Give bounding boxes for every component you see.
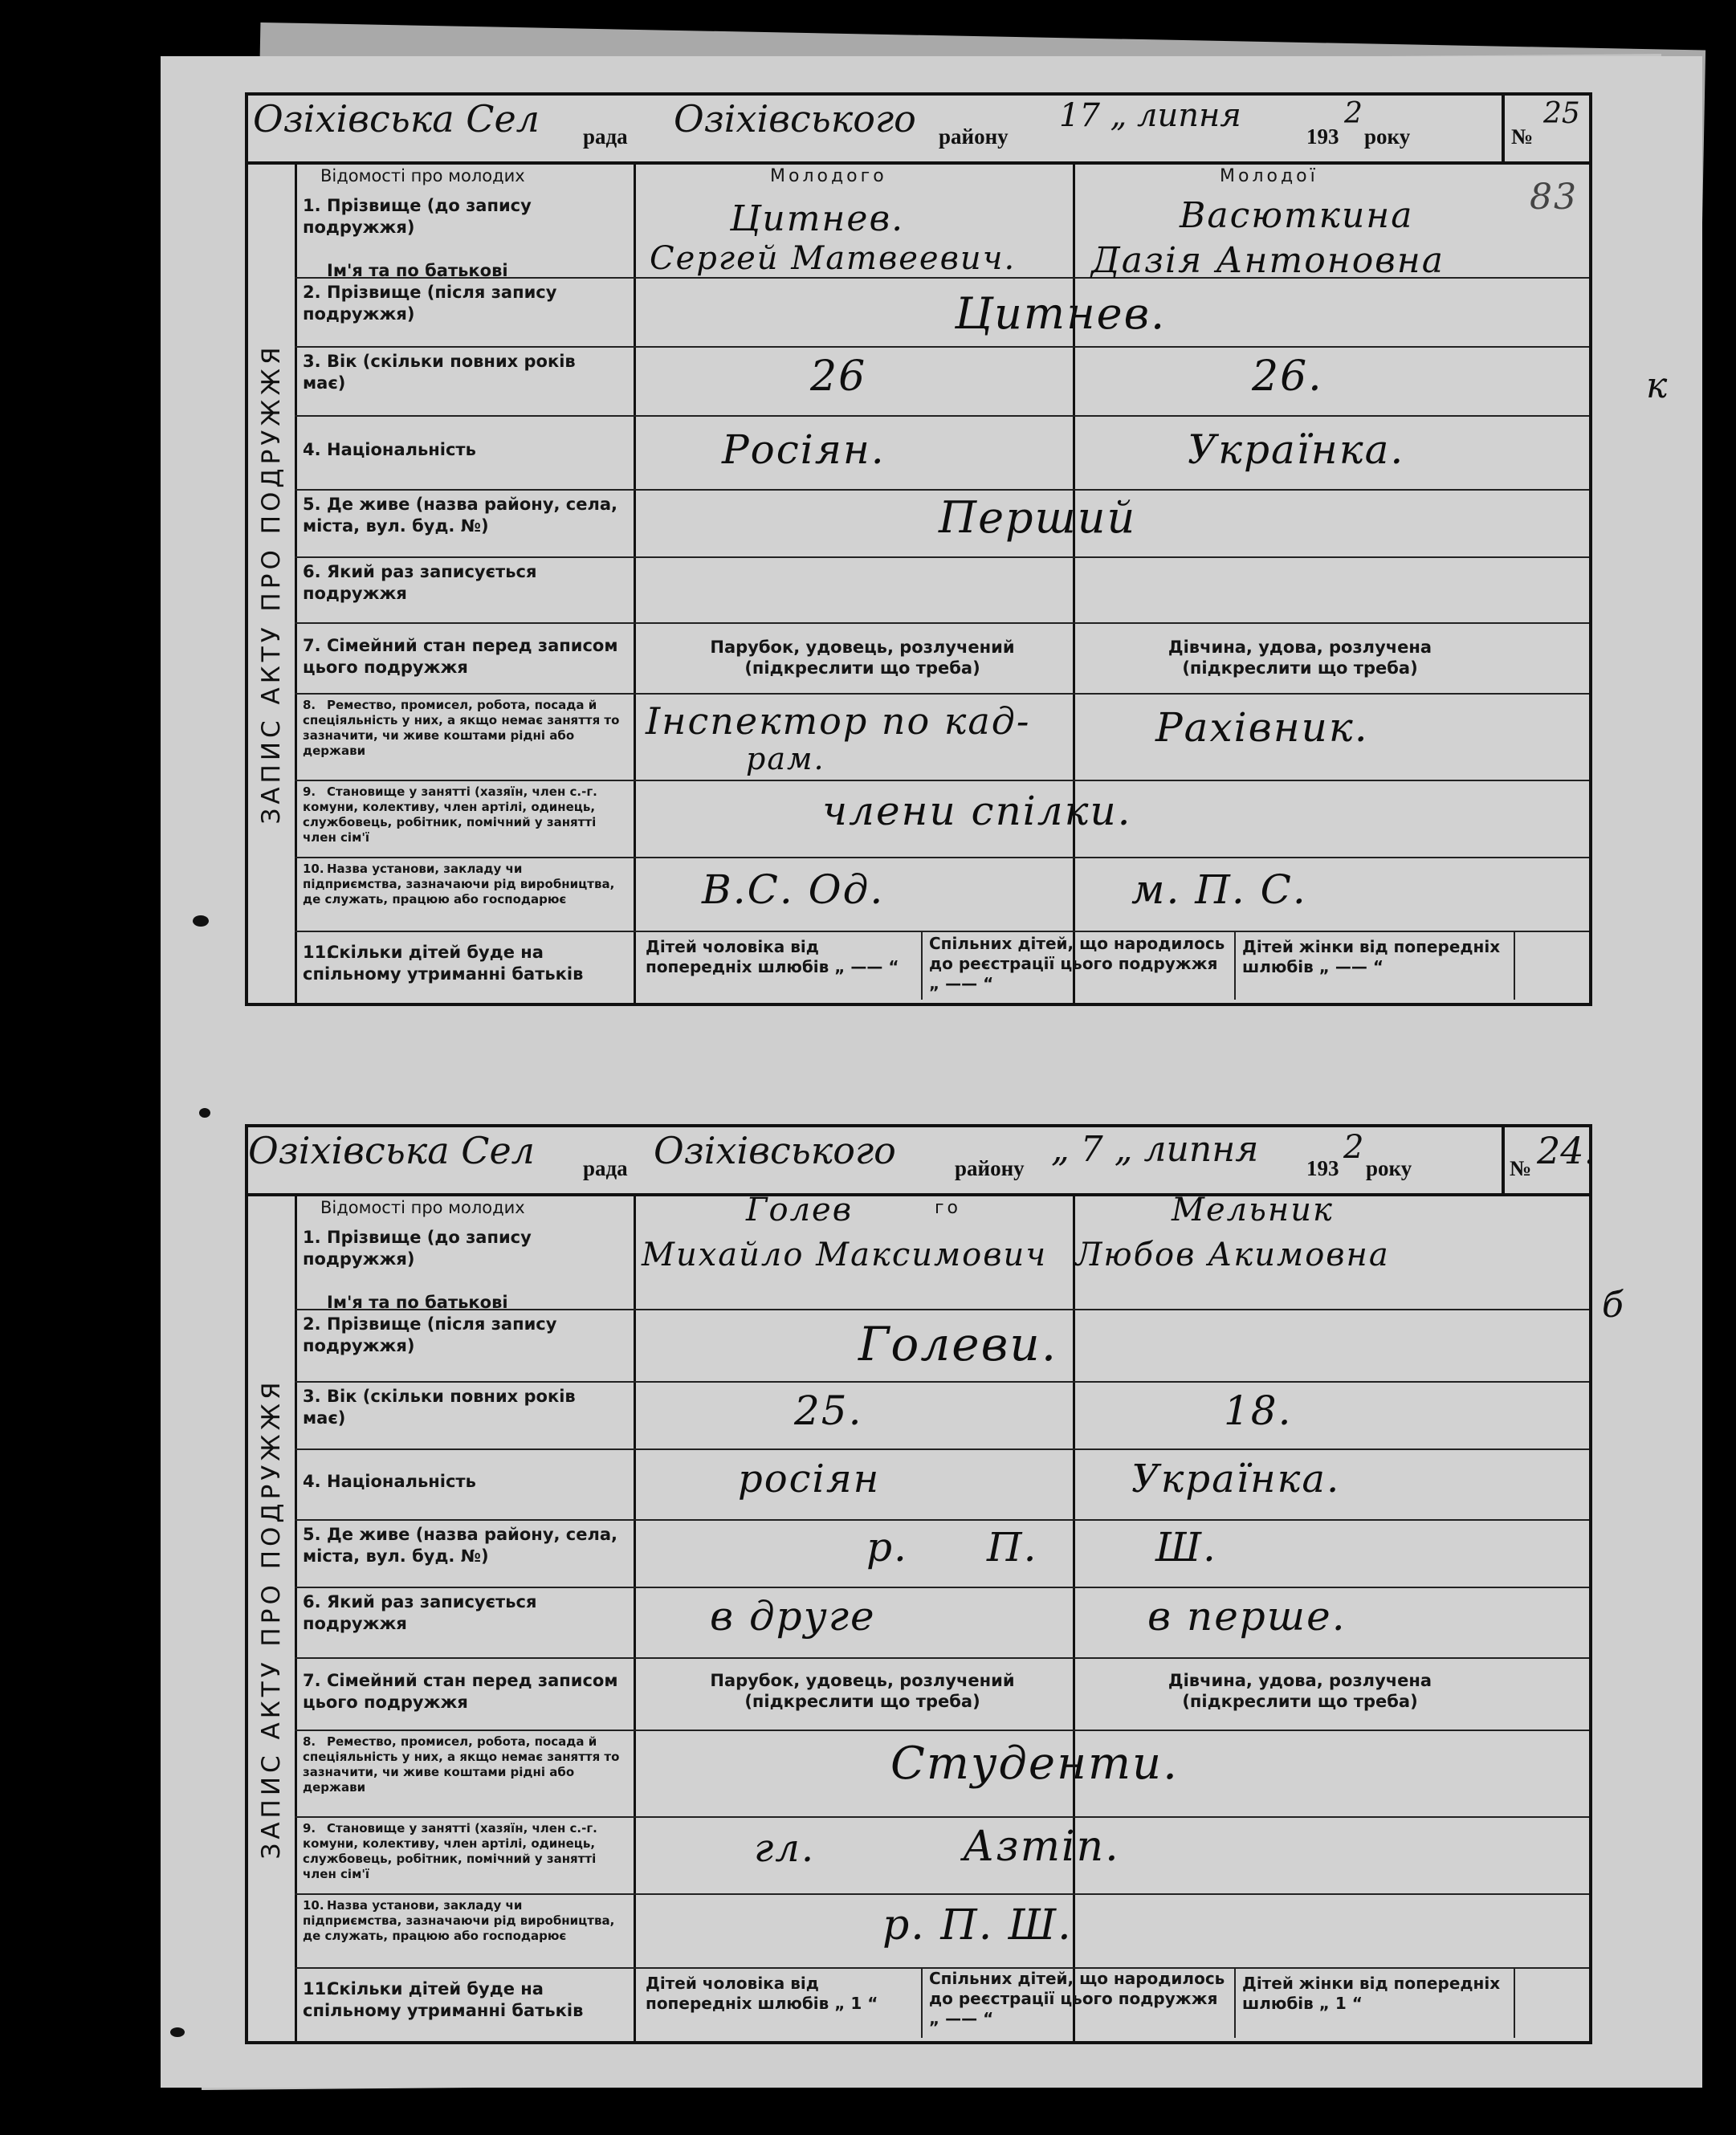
groom-column-header: Голев <box>746 1192 853 1228</box>
row-surname-before: 1. Прізвище (до запису подружжя) Ім'я та по батькові <box>295 1222 1589 1310</box>
margin-page-number: 83 <box>1530 177 1578 218</box>
year-label: 193 <box>1306 1156 1339 1180</box>
row-marital-status: 7. Сімейний стан перед записом цього подружжя <box>295 622 1589 695</box>
marriage-record-form-top <box>245 92 1592 1006</box>
margin-note: к <box>1646 365 1669 406</box>
bride-age: 26. <box>1252 352 1323 401</box>
margin-note: б <box>1602 1285 1625 1326</box>
row-age: 3. Вік (скільки повних років має) <box>295 346 1589 417</box>
bride-nationality: Українка. <box>1188 426 1405 473</box>
info-column-header: Відомості про молодих <box>320 166 525 185</box>
village-council-handwritten: Озіхівська Сел <box>248 1129 535 1172</box>
children-wife: Дітей жінки від попередніх шлюбів „ —— “ <box>1242 937 1501 976</box>
groom-name: Михайло Максимович <box>642 1237 1048 1273</box>
bride-status-options: Дівчина, удова, розлучена <box>1168 1671 1432 1690</box>
district-label: району <box>939 124 1009 149</box>
row-age: 3. Вік (скільки повних років має) <box>295 1381 1589 1450</box>
groom-status-hint: (підкреслити що треба) <box>744 1692 980 1711</box>
row-position: 9. Становище у занятті (хазяїн, член с.-г. комуни, колективу, член артілі, одинець, службовець, робітник, помічний у занятті член сім'ї <box>295 780 1589 858</box>
groom-workplace: В.С. Од. <box>702 866 885 913</box>
children-common: Спільних дітей, що народилось до реєстрації цього подружжя „ —— “ <box>929 1969 1225 2028</box>
bride-name: Любов Акимовна <box>1075 1237 1390 1273</box>
bride-status-hint: (підкреслити що треба) <box>1182 658 1418 678</box>
date-handwritten: „ 7 „ липня <box>1051 1129 1259 1170</box>
row-marital-status: 7. Сімейний стан перед записом цього подружжя <box>295 1657 1589 1731</box>
row-residence: 5. Де живе (назва району, села, міста, вул. буд. №) <box>295 489 1589 558</box>
bride-workplace: м. П. С. <box>1131 866 1307 913</box>
marriage-record-form-bottom <box>245 1124 1596 2044</box>
row-surname-after: 2. Прізвище (після запису подружжя) <box>295 1309 1589 1383</box>
row-marriage-count: 6. Який раз записується подружжя <box>295 556 1589 624</box>
year-word: року <box>1366 1156 1412 1180</box>
number-sign: № <box>1510 1156 1532 1180</box>
groom-surname: Цитнев. <box>730 198 905 239</box>
row-marriage-count: 6. Який раз записується подружжя <box>295 1587 1589 1659</box>
row-position: 9. Становище у занятті (хазяїн, член с.-г. комуни, колективу, член артілі, одинець, службовець, робітник, помічний у занятті член сім'ї <box>295 1816 1589 1895</box>
residence-bride: Ш. <box>1155 1524 1217 1571</box>
row-nationality: 4. Національність <box>295 415 1589 491</box>
council-label: рада <box>583 1156 628 1180</box>
district-handwritten: Озіхівського <box>674 97 916 141</box>
bride-marriage-count: в перше. <box>1147 1593 1347 1640</box>
district-label: району <box>955 1156 1025 1180</box>
row-children: 11.Скільки дітей буде на спільному утриманні батьків <box>303 1979 584 2020</box>
bride-column-header: Молодої <box>1220 166 1318 186</box>
groom-status-options: Парубок, удовець, розлучений <box>710 1671 1015 1690</box>
groom-position: гл. <box>754 1826 816 1871</box>
row-surname-after: 2. Прізвище (після запису подружжя) <box>295 277 1589 348</box>
groom-nationality: росіян <box>738 1457 881 1501</box>
residence: Перший <box>939 492 1137 543</box>
groom-nationality: Росіян. <box>722 426 886 473</box>
shared-surname: Цитнев. <box>955 288 1167 339</box>
row-occupation: 8. Ремество, промисел, робота, посада й спеціяльність у них, а якщо немає заняття то зазначити, чи живе коштами рідні або держави <box>295 1730 1589 1818</box>
side-title: ЗАПИС АКТУ ПРО ПОДРУЖЖЯ <box>248 1196 297 2041</box>
year-label: 193 <box>1306 124 1339 149</box>
record-number-box <box>1502 1127 1596 1193</box>
shared-surname: Голеви. <box>858 1317 1058 1371</box>
children-husband: Дітей чоловіка від попередніх шлюбів „ 1 “ <box>646 1974 878 2013</box>
row-nationality: 4. Національність <box>295 1448 1589 1521</box>
side-title: ЗАПИС АКТУ ПРО ПОДРУЖЖЯ <box>248 165 297 1003</box>
workplace: р. П. Ш. <box>882 1901 1073 1950</box>
row-residence: 5. Де живе (назва району, села, міста, вул. буд. №) <box>295 1519 1589 1588</box>
district-handwritten: Озіхівського <box>654 1129 896 1172</box>
row-occupation: 8. Ремество, промисел, робота, посада й спеціяльність у них, а якщо немає заняття то зазначити, чи живе коштами рідні або держави <box>295 693 1589 781</box>
groom-marriage-count: в друге <box>710 1593 876 1640</box>
bride-name: Дазія Антоновна <box>1091 240 1445 281</box>
groom-column-header-suffix: го <box>935 1198 962 1218</box>
bride-nationality: Українка. <box>1131 1457 1341 1501</box>
ink-spot <box>199 1108 210 1118</box>
bride-occupation: Рахівник. <box>1155 704 1369 751</box>
council-label: рада <box>583 124 628 149</box>
form-header <box>248 1127 1596 1196</box>
groom-status-hint: (підкреслити що треба) <box>744 658 980 678</box>
record-number: 25 <box>1543 97 1580 130</box>
children-wife: Дітей жінки від попередніх шлюбів „ 1 “ <box>1242 1974 1501 2013</box>
bride-column-header: Мельник <box>1172 1192 1334 1228</box>
year-word: року <box>1364 124 1411 149</box>
occupation: Студенти. <box>890 1738 1179 1790</box>
ink-spot <box>170 2027 185 2037</box>
children-husband: Дітей чоловіка від попередніх шлюбів „ —— “ <box>646 937 899 976</box>
bride-surname: Васюткина <box>1180 195 1414 236</box>
village-council-handwritten: Озіхівська Сел <box>253 97 540 141</box>
ink-spot <box>193 915 209 927</box>
groom-name: Сергей Матвеевич. <box>650 240 1017 277</box>
bride-age: 18. <box>1224 1387 1293 1434</box>
number-sign: № <box>1511 124 1534 149</box>
groom-status-options: Парубок, удовець, розлучений <box>710 638 1015 657</box>
row-workplace: 10. Назва установи, закладу чи підприємства, зазначаючи рід виробництва, де служать, працюю або господарює <box>295 1893 1589 1969</box>
row-workplace: 10. Назва установи, закладу чи підприємства, зазначаючи рід виробництва, де служать, працюю або господарює <box>295 857 1589 932</box>
record-number-box <box>1502 96 1589 161</box>
row-children: 11.Скільки дітей буде на спільному утриманні батьків <box>303 943 584 984</box>
position: члени спілки. <box>822 788 1132 834</box>
groom-occupation-cont: рам. <box>746 741 825 776</box>
form-header <box>248 96 1589 165</box>
residence-region: р. <box>866 1524 908 1571</box>
position: Азтіп. <box>963 1823 1120 1871</box>
record-number: 24. <box>1537 1129 1596 1172</box>
date-handwritten: 17 „ липня <box>1059 97 1241 134</box>
residence-town: П. <box>987 1524 1038 1571</box>
groom-age: 25. <box>794 1387 863 1434</box>
year-digit: 2 <box>1344 97 1363 130</box>
groom-occupation: Інспектор по кад- <box>646 699 1031 743</box>
bride-status-hint: (підкреслити що треба) <box>1182 1692 1418 1711</box>
children-common: Спільних дітей, що народилось до реєстрації цього подружжя „ —— “ <box>929 934 1225 993</box>
groom-column-header: Молодого <box>770 166 887 186</box>
year-digit: 2 <box>1343 1129 1364 1166</box>
info-column-header: Відомості про молодих <box>320 1198 525 1217</box>
row-surname-before: 1. Прізвище (до запису подружжя) Ім'я та по батькові <box>295 190 1589 279</box>
groom-age: 26 <box>810 352 867 401</box>
bride-status-options: Дівчина, удова, розлучена <box>1168 638 1432 657</box>
